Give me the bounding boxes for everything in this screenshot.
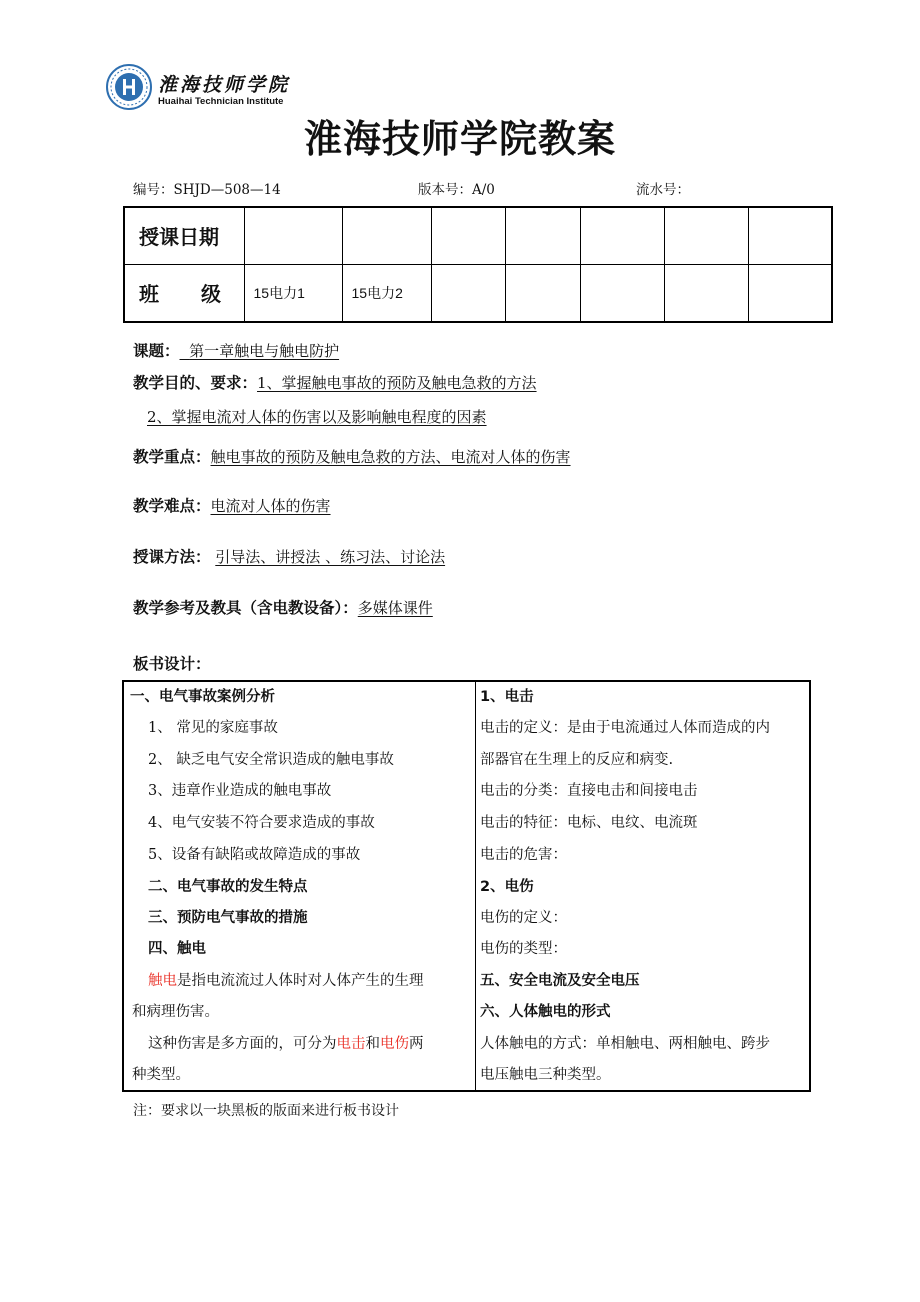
topic-text: 第一章触电与触电防护 (189, 342, 340, 360)
shock-definition-line-1 (148, 969, 424, 990)
shock-forms-line-2: 电压触电三种类型。 (480, 1067, 611, 1083)
aids-label: 教学参考及教具（含电教设备）： (133, 599, 358, 617)
date-cell (664, 207, 748, 264)
electric-shock-types: 电击的分类：直接电击和间接电击 (480, 783, 698, 799)
footnote: 注：要求以一块黑板的版面来进行板书设计 (133, 1103, 399, 1119)
board-left-heading-3: 三、预防电气事故的措施 (148, 910, 308, 926)
date-cell (244, 207, 342, 264)
board-right-heading-5: 五、安全电流及安全电压 (480, 973, 640, 989)
topic-line (133, 339, 339, 361)
objective-1: 1、掌握触电事故的预防及触电急救的方法 (257, 374, 537, 392)
school-logo-emblem (106, 64, 152, 110)
class-cell (431, 264, 505, 322)
objective-2-line (147, 406, 487, 427)
aids-line (133, 596, 433, 618)
date-cell (505, 207, 580, 264)
difficulty-label: 教学难点： (133, 497, 211, 515)
class-row (124, 264, 832, 322)
board-design-line (133, 652, 211, 674)
objectives-label: 教学目的、要求： (133, 374, 258, 392)
date-cell (431, 207, 505, 264)
topic-label: 课题： (133, 342, 180, 360)
date-cell (342, 207, 431, 264)
difficulty-value: 电流对人体的伤害 (210, 497, 331, 515)
board-divider (475, 682, 476, 1090)
class-cell: 15电力2 (342, 264, 431, 322)
methods-label: 授课方法： (133, 548, 211, 566)
logo-english-name: Huaihai Technician Institute (158, 96, 284, 107)
shock-forms-line-1: 人体触电的方式：单相触电、两相触电、跨步 (480, 1036, 770, 1052)
board-left-heading-1: 一、电气事故案例分析 (130, 689, 275, 705)
document-code: 编号：SHJD—508—14 (133, 182, 281, 198)
class-label-char-2: 级 (201, 282, 221, 307)
board-left-item: 2、 缺乏电气安全常识造成的触电事故 (148, 752, 394, 768)
class-cell (505, 264, 580, 322)
difficulty-line (133, 494, 331, 516)
page-title: 淮海技师学院教案 (303, 117, 616, 161)
harm-and: 和 (365, 1036, 380, 1052)
class-cell (664, 264, 748, 322)
date-cell (580, 207, 664, 264)
shock-definition-line-2: 和病理伤害。 (132, 1004, 219, 1020)
electric-shock-definition-2: 部器官在生理上的反应和病变. (480, 752, 674, 768)
harm-types-line-1 (148, 1032, 424, 1053)
board-left-item: 1、 常见的家庭事故 (148, 720, 278, 736)
board-design-label: 板书设计： (133, 655, 211, 673)
version-number: 版本号：A/0 (418, 182, 495, 198)
board-left-heading-2: 二、电气事故的发生特点 (148, 879, 308, 895)
harm-types-line-2: 种类型。 (132, 1067, 190, 1083)
keypoints-line (133, 445, 571, 467)
date-row (124, 207, 832, 264)
electric-shock-definition-1: 电击的定义：是由于电流通过人体而造成的内 (480, 720, 770, 736)
board-right-heading-1: 1、电击 (480, 689, 534, 705)
class-label (124, 264, 244, 322)
shock-definition-text: 是指电流流过人体时对人体产生的生理 (177, 973, 424, 989)
board-left-item: 3、违章作业造成的触电事故 (148, 783, 332, 799)
methods-value: 引导法、讲授法 、练习法、讨论法 (215, 548, 446, 566)
objective-2: 2、掌握电流对人体的伤害以及影响触电程度的因素 (147, 408, 487, 426)
objectives-line (133, 371, 537, 393)
electric-shock-harm: 电击的危害： (480, 847, 567, 863)
burn-types: 电伤的类型： (480, 941, 567, 957)
class-cell (580, 264, 664, 322)
board-right-heading-2: 2、电伤 (480, 879, 534, 895)
class-cell (748, 264, 832, 322)
keypoints-label: 教学重点： (133, 448, 211, 466)
harm-two: 两 (409, 1036, 424, 1052)
harm-shock-term: 电击 (336, 1036, 366, 1052)
board-left-heading-4: 四、触电 (148, 941, 206, 957)
shock-term: 触电 (148, 973, 177, 989)
date-cell (748, 207, 832, 264)
board-right-heading-6: 六、人体触电的形式 (480, 1004, 611, 1020)
date-label: 授课日期 (124, 207, 244, 264)
board-left-item: 4、电气安装不符合要求造成的事故 (148, 815, 375, 831)
burn-definition: 电伤的定义： (480, 910, 567, 926)
board-left-item: 5、设备有缺陷或故障造成的事故 (148, 847, 361, 863)
class-cell: 15电力1 (244, 264, 342, 322)
serial-number: 流水号： (636, 182, 690, 198)
methods-line (133, 545, 445, 567)
class-label-char-1: 班 (139, 282, 159, 307)
logo-chinese-name: 淮海技师学院 (158, 74, 291, 96)
schedule-table (123, 206, 833, 323)
keypoints-value: 触电事故的预防及触电急救的方法、电流对人体的伤害 (210, 448, 571, 466)
electric-shock-features: 电击的特征：电标、电纹、电流斑 (480, 815, 698, 831)
harm-text: 这种伤害是多方面的，可分为 (148, 1036, 337, 1052)
topic-value (180, 342, 340, 360)
harm-burn-term: 电伤 (380, 1036, 409, 1052)
aids-value: 多媒体课件 (357, 599, 433, 617)
